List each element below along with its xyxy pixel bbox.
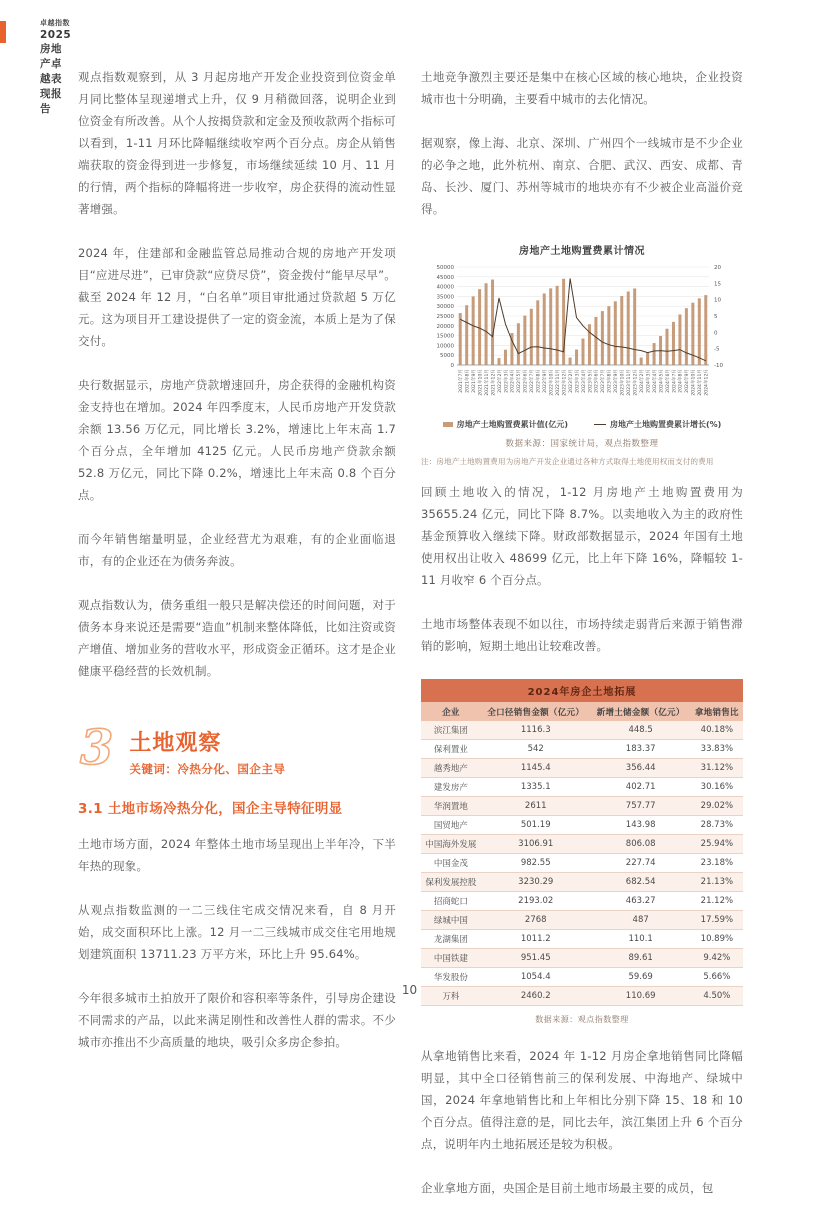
x-axis-label: 2022年12月	[562, 369, 568, 396]
land-purchase-chart	[421, 242, 743, 467]
x-axis-label: 2024年5月	[659, 369, 665, 393]
paragraph: 土地市场方面，2024 年整体土地市场呈现出上半年冷，下半年热的现象。	[78, 837, 396, 873]
section-title: 土地观察	[129, 731, 222, 756]
table-cell: 保利置业	[421, 740, 481, 759]
table-cell: 国贸地产	[421, 816, 481, 835]
table-row	[421, 854, 743, 873]
left-axis-tick: 15000	[436, 333, 454, 340]
x-axis-label: 2023年5月	[588, 369, 594, 393]
bar	[685, 308, 688, 365]
bar	[588, 324, 591, 365]
x-axis-label: 2022年11月	[555, 369, 561, 396]
bar	[607, 306, 610, 365]
table-cell: 1011.2	[481, 930, 591, 949]
table-cell: 951.45	[481, 949, 591, 968]
left-axis-tick: 40000	[436, 284, 454, 291]
left-axis-tick: 0	[450, 363, 454, 369]
bar	[556, 286, 559, 365]
table-cell: 招商蛇口	[421, 892, 481, 911]
x-axis-label: 2024年3月	[646, 369, 652, 393]
table-cell: 356.44	[591, 759, 691, 778]
bar	[582, 339, 585, 365]
bar	[653, 343, 656, 365]
table-cell: 华润置地	[421, 797, 481, 816]
table-cell: 110.69	[591, 987, 691, 1006]
table-cell: 4.50%	[691, 987, 743, 1006]
table-row	[421, 892, 743, 911]
table-cell: 5.66%	[691, 968, 743, 987]
table-cell: 10.89%	[691, 930, 743, 949]
paragraph: 观点指数认为，债务重组一般只是解决偿还的时间问题，对于债务本身来说还是需要“造血”机制来整体降低，比如注资或资产增值、增加业务的营收水平，形成资金正循环。这才是企业健康平稳经营的长效机制。	[78, 598, 396, 678]
table-cell: 28.73%	[691, 816, 743, 835]
table-cell: 29.02%	[691, 797, 743, 816]
paragraph: 今年很多城市土拍放开了限价和容积率等条件，引导房企建设不同需求的产品，以此来满足刚性和改善性人群的需求。不少城市亦推出不少高质量的地块，吸引众多房企参拍。	[78, 991, 396, 1049]
table-cell: 682.54	[591, 873, 691, 892]
subsection-title: 3.1 土地市场冷热分化，国企主导特征明显	[78, 801, 343, 817]
bar	[491, 280, 494, 365]
table-cell: 25.94%	[691, 835, 743, 854]
x-axis-label: 2023年3月	[575, 369, 581, 393]
table-source: 数据来源：观点指数整理	[535, 1015, 629, 1024]
paragraph: 从观点指数监测的一二三线住宅成交情况来看，自 8 月开始，成交面积环比上涨。12 月一二三线城市成交住宅用地规划建筑面积 13711.23 万平方米，环比上升 95.64%。	[78, 903, 396, 961]
x-axis-label: 2024年7月	[672, 369, 678, 393]
bar	[666, 329, 669, 365]
bar	[459, 313, 462, 365]
table-cell: 227.74	[591, 854, 691, 873]
x-axis-label: 2022年8月	[536, 369, 542, 393]
right-axis-tick: 0	[714, 330, 718, 337]
bar	[646, 352, 649, 365]
x-axis-label: 2023年8月	[607, 369, 613, 393]
table-row	[421, 930, 743, 949]
right-axis-tick: 10	[714, 297, 721, 304]
bar	[627, 292, 630, 366]
paragraph: 企业拿地方面，央国企是目前土地市场最主要的成员，包	[421, 1181, 714, 1195]
left-column	[78, 66, 396, 1221]
bar	[672, 322, 675, 365]
x-axis-label: 2023年2月	[568, 369, 574, 393]
table-cell: 1116.3	[481, 721, 591, 740]
x-axis-label: 2024年4月	[652, 369, 658, 393]
legend-label: 房地产土地购置费累计值(亿元)	[456, 420, 568, 429]
section-number: 3	[80, 720, 114, 776]
table-cell: 23.18%	[691, 854, 743, 873]
table-cell: 21.12%	[691, 892, 743, 911]
left-axis-tick: 35000	[436, 294, 454, 301]
table-cell: 2611	[481, 797, 591, 816]
table-cell: 757.77	[591, 797, 691, 816]
paragraph: 观点指数观察到，从 3 月起房地产开发企业投资到位资金单月同比整体呈现递增式上升，仅 9 月稍微回落，说明企业到位资金有所改善。从个人按揭贷款和定金及预收款两个指标可以看到，1-11 月环比降幅继续收窄两个百分点。房企从销售端获取的资金得到进一步修复，市场继续延续 10 月、11 月的行情，两个指标的降幅将进一步收窄，房企获得的流动性显著增强。	[78, 70, 396, 216]
x-axis-label: 2024年11月	[698, 369, 704, 396]
table-row	[421, 778, 743, 797]
table-cell: 2768	[481, 911, 591, 930]
right-axis-tick: 20	[714, 265, 721, 271]
table-cell: 21.13%	[691, 873, 743, 892]
table-row	[421, 911, 743, 930]
table-cell: 华发股份	[421, 968, 481, 987]
table-cell: 402.71	[591, 778, 691, 797]
x-axis-label: 2023年10月	[620, 369, 626, 396]
bar	[523, 316, 526, 365]
x-axis-label: 2022年9月	[543, 369, 549, 393]
table-cell: 万科	[421, 987, 481, 1006]
x-axis-label: 2024年9月	[685, 369, 691, 393]
right-axis-tick: 5	[714, 314, 718, 320]
x-axis-label: 2022年5月	[517, 369, 523, 393]
chart-legend	[421, 419, 743, 430]
table-cell: 17.59%	[691, 911, 743, 930]
table-cell: 越秀地产	[421, 759, 481, 778]
paragraph: 央行数据显示，房地产贷款增速回升，房企获得的金融机构资金支持也在增加。2024 年四季度末，人民币房地产开发贷款余额 13.56 万亿元，同比增长 3.2%，增速比上年末高 1.7 个百分点，全年增加 4125 亿元。人民币房地产贷款余额 52.8 万亿元，同比下降 0.2%，增速比上年末高 0.8 个百分点。	[78, 378, 396, 502]
table-row	[421, 873, 743, 892]
chart-note: 注：房地产土地购置费用为房地产开发企业通过各种方式取得土地使用权而支付的费用	[421, 457, 714, 466]
bar	[633, 288, 636, 365]
table-row	[421, 816, 743, 835]
table-row	[421, 797, 743, 816]
legend-item-line	[594, 419, 721, 430]
paragraph: 而今年销售缩量明显，企业经营尤为艰难，有的企业面临退市，有的企业还在为债务奔波。	[78, 532, 396, 568]
bar	[504, 350, 507, 365]
bar	[594, 317, 597, 365]
table-cell: 中国金茂	[421, 854, 481, 873]
table-row	[421, 835, 743, 854]
x-axis-label: 2023年12月	[633, 369, 639, 396]
bar	[517, 323, 520, 365]
bar	[465, 305, 468, 365]
table-cell: 2460.2	[481, 987, 591, 1006]
bar	[472, 296, 475, 365]
section-titles	[129, 722, 285, 777]
left-axis-tick: 10000	[436, 343, 454, 350]
left-axis-tick: 5000	[440, 353, 454, 360]
table-column-header: 企业	[421, 702, 481, 721]
header-accent-bar	[0, 21, 6, 43]
x-axis-label: 2021年10月	[478, 369, 484, 396]
table-cell: 9.42%	[691, 949, 743, 968]
table-cell: 1335.1	[481, 778, 591, 797]
bar	[704, 295, 707, 365]
bar	[543, 293, 546, 365]
table-row	[421, 721, 743, 740]
bar	[485, 283, 488, 365]
table-cell: 3106.91	[481, 835, 591, 854]
table-cell: 183.37	[591, 740, 691, 759]
x-axis-label: 2023年7月	[601, 369, 607, 393]
bar	[549, 288, 552, 365]
x-axis-label: 2022年6月	[523, 369, 529, 393]
x-axis-label: 2021年12月	[491, 369, 497, 396]
x-axis-label: 2022年7月	[530, 369, 536, 393]
table-row	[421, 759, 743, 778]
left-axis-tick: 30000	[436, 304, 454, 311]
paragraph: 土地竞争激烈主要还是集中在核心区域的核心地块，企业投资城市也十分明确，主要看中城市的去化情况。	[421, 70, 743, 106]
bar	[620, 296, 623, 365]
paragraph: 2024 年，住建部和金融监管总局推动合规的房地产开发项目“应进尽进”，已审贷款“应贷尽贷”，资金拨付“能早尽早”。截至 2024 年 12 月，“白名单”项目审批通过贷款超 5 万亿元。这为项目开工建设提供了一定的资金流，本质上是为了保交付。	[78, 246, 396, 348]
right-axis-tick: 15	[714, 281, 721, 288]
bar	[614, 301, 617, 365]
table-cell: 463.27	[591, 892, 691, 911]
paragraph: 从拿地销售比来看，2024 年 1-12 月房企拿地销售同比降幅明显，其中全口径销售前三的保利发展、中海地产、绿城中国，2024 年拿地销售比和上年相比分别下降 15、18 和 10 个百分点。值得注意的是，同比去年，滨江集团上升 6 个百分点，说明年内土地拓展还是较为积极。	[421, 1049, 743, 1151]
bar	[601, 311, 604, 365]
table-cell: 绿城中国	[421, 911, 481, 930]
section-3-heading	[78, 722, 396, 777]
table-header-row	[421, 702, 743, 721]
legend-label: 房地产土地购置费累计增长(%)	[609, 420, 722, 429]
bar	[498, 358, 501, 365]
table-cell: 982.55	[481, 854, 591, 873]
x-axis-label: 2021年8月	[465, 369, 471, 393]
paragraph: 据观察，像上海、北京、深圳、广州四个一线城市是不少企业的必争之地，此外杭州、南京、合肥、武汉、西安、成都、青岛、长沙、厦门、苏州等城市的地块亦有不少被企业高溢价竞得。	[421, 136, 743, 216]
x-axis-label: 2024年10月	[691, 369, 697, 396]
table-cell: 501.19	[481, 816, 591, 835]
table-title: 2024年房企土地拓展	[421, 679, 743, 702]
section-keywords: 关键词：冷热分化、国企主导	[129, 762, 286, 776]
right-column	[421, 66, 743, 1221]
table-cell: 59.69	[591, 968, 691, 987]
x-axis-label: 2023年6月	[594, 369, 600, 393]
x-axis-label: 2023年11月	[627, 369, 633, 396]
x-axis-label: 2022年2月	[497, 369, 503, 393]
table-cell: 龙湖集团	[421, 930, 481, 949]
table-cell: 30.16%	[691, 778, 743, 797]
table-cell: 806.08	[591, 835, 691, 854]
bar	[530, 309, 533, 365]
table-cell: 中国铁建	[421, 949, 481, 968]
page-number: 10	[401, 983, 418, 997]
legend-item-bar	[443, 419, 568, 430]
x-axis-label: 2021年11月	[484, 369, 490, 396]
bar-swatch-icon	[443, 422, 453, 427]
line-swatch-icon	[594, 424, 606, 425]
bar	[569, 358, 572, 365]
table-row	[421, 740, 743, 759]
x-axis-label: 2022年3月	[504, 369, 510, 393]
table-cell: 1145.4	[481, 759, 591, 778]
table-cell: 89.61	[591, 949, 691, 968]
bar	[575, 350, 578, 365]
table-cell: 建发房产	[421, 778, 481, 797]
table-column-header: 新增土储金额（亿元）	[591, 702, 691, 721]
table-header	[421, 702, 743, 721]
x-axis-label: 2024年8月	[678, 369, 684, 393]
x-axis-label: 2023年4月	[581, 369, 587, 393]
report-title: 2025 房地产卓越表现报告	[40, 29, 72, 115]
bar	[536, 300, 539, 365]
x-axis-label: 2024年12月	[704, 369, 710, 396]
table-cell: 31.12%	[691, 759, 743, 778]
paragraph: 回顾土地收入的情况，1-12 月房地产土地购置费用为 35655.24 亿元，同比下降 8.7%。以卖地收入为主的政府性基金预算收入继续下降。财政部数据显示，2024 年国有土地使用权出让收入 48699 亿元，比上年下降 16%，降幅较 1-11 月收窄 6 个百分点。	[421, 485, 743, 587]
bar	[698, 298, 701, 365]
table-cell: 保利发展控股	[421, 873, 481, 892]
table-cell: 1054.4	[481, 968, 591, 987]
table-row	[421, 949, 743, 968]
x-axis-label: 2023年9月	[614, 369, 620, 393]
table-cell: 40.18%	[691, 721, 743, 740]
bar	[640, 358, 643, 365]
table-cell: 110.1	[591, 930, 691, 949]
bar	[478, 289, 481, 365]
x-axis-label: 2024年2月	[639, 369, 645, 393]
brand-name: 卓越指数	[40, 19, 70, 27]
table-body	[421, 721, 743, 1006]
table-column-header: 全口径销售金额（亿元）	[481, 702, 591, 721]
combo-chart-canvas	[421, 259, 743, 417]
table-column-header: 拿地销售比	[691, 702, 743, 721]
left-axis-tick: 25000	[436, 314, 454, 320]
table-cell: 3230.29	[481, 873, 591, 892]
left-axis-tick: 20000	[436, 323, 454, 330]
right-axis-tick: -5	[714, 346, 720, 353]
bar	[678, 314, 681, 365]
x-axis-label: 2021年7月	[459, 369, 465, 393]
right-axis-tick: -10	[714, 363, 723, 369]
paragraph: 土地市场整体表现不如以往，市场持续走弱背后来源于销售滞销的影响，短期土地出让较难改善。	[421, 617, 743, 653]
x-axis-label: 2022年4月	[510, 369, 516, 393]
table-cell: 中国海外发展	[421, 835, 481, 854]
table-cell: 2193.02	[481, 892, 591, 911]
table-cell: 542	[481, 740, 591, 759]
table-cell: 滨江集团	[421, 721, 481, 740]
two-column-body	[78, 66, 743, 1221]
left-axis-tick: 50000	[436, 265, 454, 271]
x-axis-label: 2021年9月	[471, 369, 477, 393]
table-cell: 487	[591, 911, 691, 930]
header-brand	[40, 18, 71, 116]
x-axis-label: 2024年6月	[665, 369, 671, 393]
land-expansion-table	[421, 679, 743, 1006]
table-cell: 33.83%	[691, 740, 743, 759]
table-cell: 448.5	[591, 721, 691, 740]
table-cell: 143.98	[591, 816, 691, 835]
left-axis-tick: 45000	[436, 274, 454, 281]
chart-source: 数据来源：国家统计局，观点指数整理	[505, 439, 659, 449]
x-axis-label: 2022年10月	[549, 369, 555, 396]
chart-title: 房地产土地购置费累计情况	[519, 246, 645, 257]
